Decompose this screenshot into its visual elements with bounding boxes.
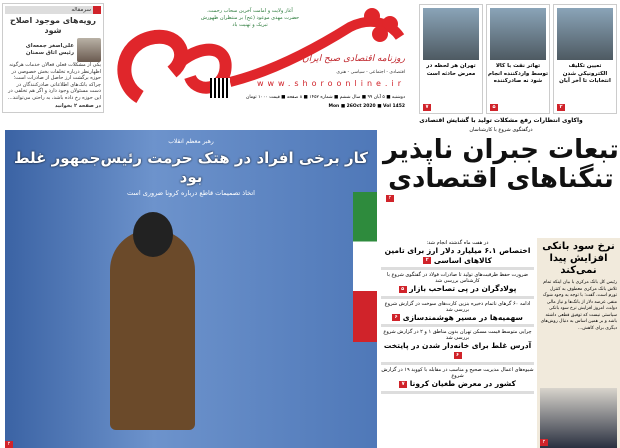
- main-headline: کار برخی افراد در هتک حرمت رئیس‌جمهور غلط بود: [14, 149, 368, 186]
- author-photo: [77, 38, 101, 62]
- page-badge: ۵: [399, 286, 407, 293]
- lead-kicker: واکاوی انتظارات رفع مشکلات تولید با گشایش اقتصادی: [419, 117, 583, 124]
- news-title: اختصاص ۶.۱ میلیارد دلار ارز برای تامین کالاهای اساسی: [384, 246, 531, 265]
- editorial-body: یکی از مشکلات فعلی فعالان خدمات هرگونه اظهارنظر درباره تخلفات بخش خصوصی در حوزه برگشت ارز حاصل از صادرات است؛ چراکه بانک‌های اطلاعاتی صادرکنندگان در دست مسئولان وجود دارد و اگر هم تخلفی در این حوزه رخ داده باشد، به راحتی می‌توانند...: [7, 62, 101, 101]
- page-badge: ۵: [490, 104, 498, 111]
- main-kicker: رهبر معظم انقلاب: [168, 138, 214, 145]
- lead-headline: تبعات جبران ناپذیر تنگناهای اقتصادی: [383, 135, 619, 194]
- page-badge: ۲: [557, 104, 565, 111]
- masthead: [110, 2, 410, 114]
- editorial-box: [2, 3, 104, 113]
- page-badge: ۲: [540, 439, 548, 446]
- page-badge: ۷: [399, 381, 407, 388]
- thumb-story[interactable]: [486, 4, 550, 114]
- bank-story[interactable]: [537, 238, 620, 448]
- main-photo-figure: [110, 230, 195, 430]
- thumb-photo: [557, 8, 613, 60]
- main-photo-head: [133, 212, 173, 257]
- lead-story[interactable]: [382, 117, 620, 202]
- thumb-photo: [423, 8, 479, 60]
- editorial-more[interactable]: در صفحه ۲ بخوانید: [55, 103, 101, 109]
- author-name: علی‌اصغر جمعه‌ای: [25, 43, 74, 49]
- main-story[interactable]: [5, 130, 377, 448]
- sections: اقتصادی - اجتماعی - سیاسی - هنری: [336, 70, 405, 75]
- editorial-tag: سرمقاله: [5, 6, 101, 14]
- editorial-title: رویه‌های موجود اصلاح شود: [9, 16, 97, 35]
- page-badge: ۲: [386, 195, 394, 202]
- bank-headline: نرخ سود بانکی افزایش پیدا نمی‌کند: [542, 241, 615, 276]
- page-badge: ۷: [423, 104, 431, 111]
- news-title: پولادگران در پی تصاحب بازار: [409, 284, 517, 293]
- thumb-text: تعیین تکلیف الکترونیکی شدن انتخابات تا آخر آبان: [559, 63, 611, 84]
- date-en: Mon ■ 26Oct 2020 ■ Vol 1452: [328, 104, 405, 109]
- date-fa: دوشنبه ■ ۵ آبان ۹۹ ■ سال ششم ■ شماره ۱۴۵۲ ■ ۸ صفحه ■ قیمت ۱۰۰۰ تومان: [246, 95, 405, 100]
- list-item[interactable]: [381, 299, 534, 328]
- news-kicker: در هفت ماه گذشته انجام شد:: [426, 240, 489, 246]
- news-kicker: ضرورت حفظ ظرفیت‌های تولید تا صادرات فولاد در گفتگوی شروع با کارشناس بررسی شد: [386, 272, 529, 284]
- page-badge: ۲: [5, 441, 13, 448]
- thumb-story[interactable]: [553, 4, 617, 114]
- thumb-text: تهاتر نفت با کالا توسط واردکننده انجام شود نه صادرکننده: [487, 63, 549, 84]
- main-subtitle: اتخاذ تصمیمات قاطع درباره کرونا ضروری است: [127, 189, 255, 197]
- thumb-text: تهران هر لحظه در معرض حادثه است: [426, 63, 476, 77]
- news-kicker: شیوه‌های اعمال مدیریت صحیح و مناسب در مقابله با کووید ۱۹ در گزارش شروع: [381, 367, 534, 379]
- page-badge: ۶: [392, 314, 400, 321]
- author-role: رئیس اتاق سمنان: [25, 50, 74, 56]
- list-item[interactable]: [381, 270, 534, 299]
- qr-code-icon: [210, 78, 230, 98]
- page-badge: ۶: [454, 352, 462, 359]
- thumb-photo: [490, 8, 546, 60]
- news-kicker: ادامه ۶۰ گرهای ناتمام ذخیره بنزین کارت‌های سوخت در گزارش شروع بررسی شد: [384, 300, 531, 313]
- greeting: آغاز ولایت و امامت آخرین سحاب رحمت، حضرت مهدی موعود (عج) بر منتظران ظهورش تبریک و تهنیت باد: [200, 8, 300, 28]
- thumb-story[interactable]: [419, 4, 483, 114]
- list-item[interactable]: [381, 365, 534, 394]
- logo-stroke: [124, 37, 181, 97]
- slogan: روزنامه اقتصادی صبح ایران: [302, 54, 405, 64]
- page-badge: ۲: [423, 257, 431, 264]
- list-item[interactable]: [381, 327, 534, 365]
- news-title: سهمیه‌ها در مسیر هوشمندسازی: [402, 312, 523, 322]
- lead-sub: درگفتگوی شروع با کارشناسان: [469, 127, 533, 133]
- flag: [353, 192, 377, 342]
- logo-dot: [364, 8, 380, 24]
- logo-dot: [372, 26, 388, 42]
- news-title: کشور در معرض طغیان کرونا: [409, 379, 516, 388]
- news-kicker: چرایی متوسط قیمت مسکن تهران بدون مناطق ۱ و ۲ در گزارش شروع بررسی شد: [383, 329, 532, 341]
- bank-body: رئیس کل بانک مرکزی با بیان اینکه تمام تلاش بانک مرکزی معطوف به کنترل تورم است، گفت: با توجه به وجود شوک منفی عرضه دلار از بانک‌ها و نیاز مالی دولت، امروز افزایش نرخ سود بانکی سیاستی نیست که توفیق قطعی داشته باشد و بر همین اساس به دنبال روش‌های دیگری برای کاهش...: [540, 280, 617, 331]
- bank-photo: [540, 388, 617, 448]
- list-item[interactable]: [381, 238, 534, 270]
- news-list: [381, 238, 534, 394]
- website-url[interactable]: www.shoroonline.ir: [256, 79, 405, 88]
- news-title: آدرس غلط برای خانه‌دار شدن در پایتخت: [383, 341, 532, 350]
